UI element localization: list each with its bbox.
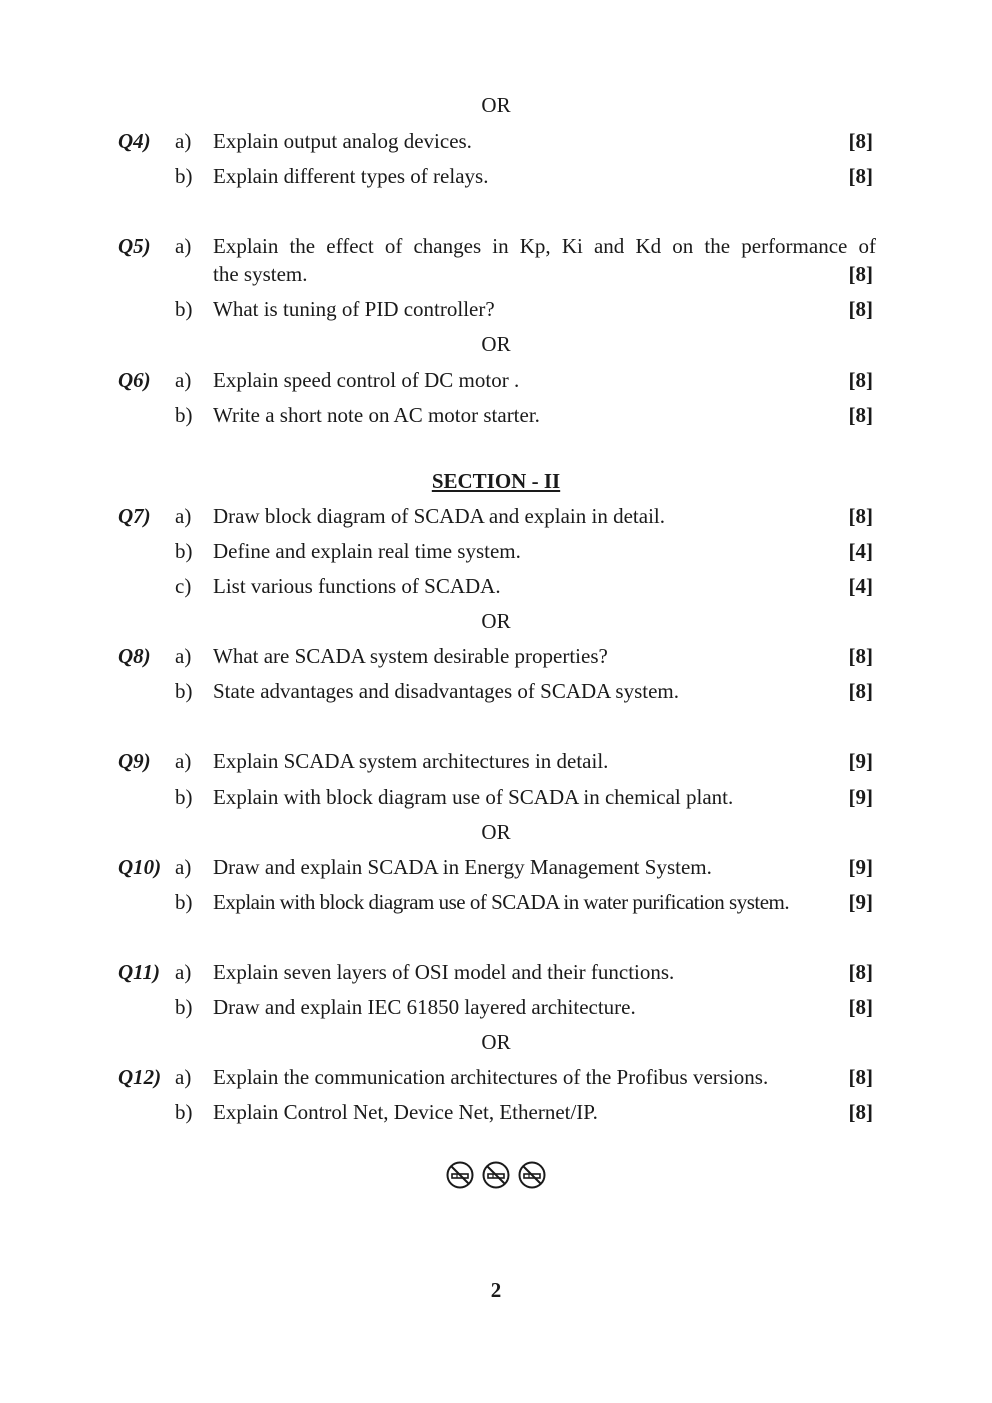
marks: [8] bbox=[848, 644, 873, 668]
question-number: Q12) bbox=[118, 1065, 162, 1089]
question-text-continued: the system. bbox=[213, 262, 308, 286]
marks: [9] bbox=[848, 890, 873, 914]
question-number: Q9) bbox=[118, 749, 151, 773]
question-number: Q11) bbox=[118, 960, 160, 984]
question-4b bbox=[0, 161, 992, 191]
section-title: SECTION - II bbox=[431, 469, 561, 493]
question-10a bbox=[0, 852, 992, 882]
question-number: Q8) bbox=[118, 644, 151, 668]
marks: [9] bbox=[848, 749, 873, 773]
question-number: Q4) bbox=[118, 129, 151, 153]
marks: [8] bbox=[848, 995, 873, 1019]
question-text: Explain Control Net, Device Net, Ethernet/IP. bbox=[213, 1100, 598, 1124]
marks: [8] bbox=[848, 679, 873, 703]
or-divider: OR bbox=[481, 609, 511, 633]
question-12b bbox=[0, 1097, 992, 1127]
marks: [8] bbox=[848, 297, 873, 321]
section-heading bbox=[0, 466, 992, 496]
or-divider: OR bbox=[481, 93, 511, 117]
marks: [8] bbox=[848, 164, 873, 188]
sub-label: a) bbox=[175, 960, 192, 984]
question-text: Explain the communication architectures of the Profibus versions. bbox=[213, 1065, 769, 1089]
end-symbol-icon bbox=[481, 1160, 511, 1190]
sub-label: b) bbox=[175, 539, 193, 563]
question-7b bbox=[0, 536, 992, 566]
question-4a bbox=[0, 126, 992, 156]
marks: [8] bbox=[848, 262, 873, 286]
question-number: Q10) bbox=[118, 855, 162, 879]
question-number: Q5) bbox=[118, 234, 151, 258]
sub-label: a) bbox=[175, 855, 192, 879]
question-5b bbox=[0, 294, 992, 324]
marks: [8] bbox=[848, 504, 873, 528]
question-9a bbox=[0, 746, 992, 776]
marks: [4] bbox=[848, 574, 873, 598]
marks: [8] bbox=[848, 1065, 873, 1089]
sub-label: b) bbox=[175, 995, 193, 1019]
question-text: Explain with block diagram use of SCADA in water purification system. bbox=[213, 890, 790, 914]
question-9b bbox=[0, 782, 992, 812]
question-text: Explain SCADA system architectures in detail. bbox=[213, 749, 609, 773]
question-text: Explain with block diagram use of SCADA in chemical plant. bbox=[213, 785, 734, 809]
sub-label: a) bbox=[175, 749, 192, 773]
question-text: What are SCADA system desirable properties? bbox=[213, 644, 608, 668]
or-divider: OR bbox=[481, 332, 511, 356]
end-of-paper-symbols bbox=[0, 1160, 992, 1195]
question-text: Define and explain real time system. bbox=[213, 539, 521, 563]
marks: [9] bbox=[848, 785, 873, 809]
question-text: Write a short note on AC motor starter. bbox=[213, 403, 540, 427]
end-symbol-icon bbox=[445, 1160, 475, 1190]
sub-label: b) bbox=[175, 297, 193, 321]
question-12a bbox=[0, 1062, 992, 1092]
question-text: Explain seven layers of OSI model and their functions. bbox=[213, 960, 675, 984]
question-11b bbox=[0, 992, 992, 1022]
question-text: Draw block diagram of SCADA and explain in detail. bbox=[213, 504, 665, 528]
question-7c bbox=[0, 571, 992, 601]
sub-label: c) bbox=[175, 574, 192, 598]
marks: [4] bbox=[848, 539, 873, 563]
question-11a bbox=[0, 957, 992, 987]
marks: [9] bbox=[848, 855, 873, 879]
question-text: Explain the effect of changes in Kp, Ki and Kd on the performance of bbox=[213, 234, 876, 258]
question-text: Draw and explain SCADA in Energy Management System. bbox=[213, 855, 712, 879]
sub-label: a) bbox=[175, 644, 192, 668]
page-number: 2 bbox=[490, 1278, 502, 1302]
question-text: List various functions of SCADA. bbox=[213, 574, 501, 598]
sub-label: b) bbox=[175, 890, 193, 914]
question-7a bbox=[0, 501, 992, 531]
or-divider: OR bbox=[481, 1030, 511, 1054]
sub-label: a) bbox=[175, 129, 192, 153]
question-10b bbox=[0, 887, 992, 917]
question-number: Q6) bbox=[118, 368, 151, 392]
question-5a-line1 bbox=[0, 231, 992, 261]
sub-label: a) bbox=[175, 368, 192, 392]
sub-label: b) bbox=[175, 1100, 193, 1124]
question-text: Explain different types of relays. bbox=[213, 164, 489, 188]
question-text: Draw and explain IEC 61850 layered architecture. bbox=[213, 995, 636, 1019]
marks: [8] bbox=[848, 403, 873, 427]
sub-label: a) bbox=[175, 504, 192, 528]
sub-label: a) bbox=[175, 1065, 192, 1089]
marks: [8] bbox=[848, 368, 873, 392]
question-6b bbox=[0, 400, 992, 430]
marks: [8] bbox=[848, 129, 873, 153]
question-number: Q7) bbox=[118, 504, 151, 528]
question-8b bbox=[0, 676, 992, 706]
sub-label: b) bbox=[175, 785, 193, 809]
sub-label: b) bbox=[175, 164, 193, 188]
sub-label: b) bbox=[175, 679, 193, 703]
question-8a bbox=[0, 641, 992, 671]
marks: [8] bbox=[848, 1100, 873, 1124]
question-6a bbox=[0, 365, 992, 395]
question-text: What is tuning of PID controller? bbox=[213, 297, 495, 321]
question-text: Explain speed control of DC motor . bbox=[213, 368, 520, 392]
sub-label: a) bbox=[175, 234, 192, 258]
or-divider: OR bbox=[481, 820, 511, 844]
question-text: Explain output analog devices. bbox=[213, 129, 472, 153]
question-5a-line2 bbox=[0, 259, 992, 289]
end-symbol-icon bbox=[517, 1160, 547, 1190]
marks: [8] bbox=[848, 960, 873, 984]
question-text: State advantages and disadvantages of SCADA system. bbox=[213, 679, 679, 703]
sub-label: b) bbox=[175, 403, 193, 427]
